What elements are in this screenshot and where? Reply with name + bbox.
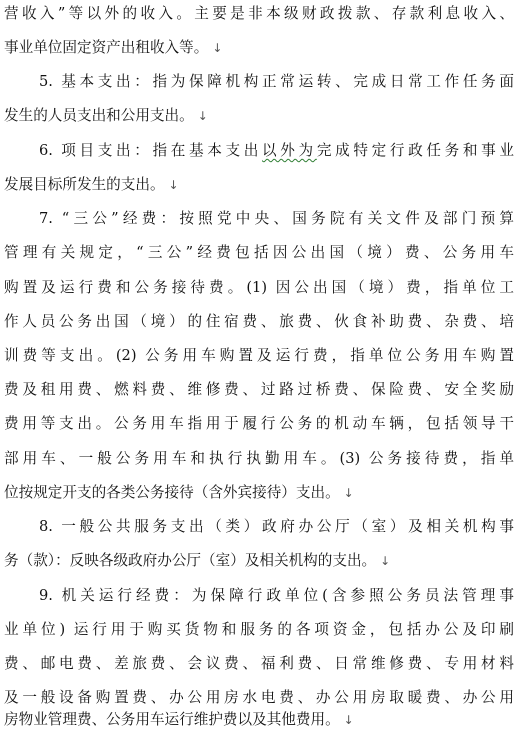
line-text: 购置及运行费和公务接待费。(1) 因公出国（境）费，指单位工 bbox=[4, 279, 514, 296]
line-text: 费用等支出。公务用车指用于履行公务的机动车辆，包括领导干 bbox=[4, 415, 514, 432]
line-text: 及一般设备购置费、办公用房水电费、办公用房取暖费、办公用 bbox=[4, 689, 514, 706]
line-text: 费及租用费、燃料费、维修费、过路过桥费、保险费、安全奖励 bbox=[4, 381, 514, 398]
paragraph-line bbox=[4, 372, 514, 408]
line-text: 事业单位固定资产出租收入等。 bbox=[4, 39, 209, 56]
paragraph-line bbox=[39, 133, 514, 169]
line-text: 发展目标所发生的支出。 bbox=[4, 176, 165, 193]
line-text: 训费等支出。(2) 公务用车购置及运行费，指单位公务用车购置 bbox=[4, 347, 514, 364]
paragraph-line bbox=[39, 509, 514, 545]
paragraph-line bbox=[4, 441, 514, 477]
paragraph-mark-icon: ↓ bbox=[343, 486, 354, 500]
paragraph-line bbox=[4, 0, 514, 32]
paragraph-line bbox=[39, 64, 514, 100]
line-text: 作人员公务出国（境）的住宿费、旅费、伙食补助费、杂费、培 bbox=[4, 313, 514, 330]
spellcheck-underline: 以外为 bbox=[262, 142, 317, 159]
line-text: 7. “三公”经费：按照党中央、国务院有关文件及部门预算 bbox=[39, 210, 514, 227]
line-text: 位按规定开支的各类公务接待（含外宾接待）支出。 bbox=[4, 484, 340, 501]
line-text: 业单位) 运行用于购买货物和服务的各项资金，包括办公及印刷 bbox=[4, 621, 514, 638]
paragraph-mark-icon: ↓ bbox=[212, 41, 223, 55]
line-text: 9. 机关运行经费：为保障行政单位(含参照公务员法管理事 bbox=[39, 587, 514, 604]
paragraph-line bbox=[4, 543, 514, 579]
paragraph-line bbox=[39, 578, 514, 614]
paragraph-line bbox=[4, 98, 514, 134]
line-text: 5. 基本支出：指为保障机构正常运转、完成日常工作任务面 bbox=[39, 73, 514, 90]
paragraph-line bbox=[4, 338, 514, 374]
paragraph-line bbox=[4, 235, 514, 271]
line-text: 管理有关规定，“三公”经费包括因公出国（境）费、公务用车 bbox=[4, 244, 514, 261]
paragraph-line bbox=[4, 475, 514, 511]
paragraph-mark-icon: ↓ bbox=[343, 713, 354, 727]
paragraph-line bbox=[4, 30, 514, 66]
line-text: 务（款）：反映各级政府办公厅（室）及相关机构的支出。 bbox=[4, 552, 377, 569]
line-text: 费、邮电费、差旅费、会议费、福利费、日常维修费、专用材料 bbox=[4, 655, 514, 672]
line-text: 营收入”等以外的收入。主要是非本级财政拨款、存款利息收入、 bbox=[4, 5, 514, 22]
line-text: 8. 一般公共服务支出（类）政府办公厅（室）及相关机构事 bbox=[39, 518, 514, 535]
paragraph-line bbox=[4, 167, 514, 203]
paragraph-line bbox=[4, 304, 514, 340]
paragraph-mark-icon: ↓ bbox=[168, 178, 179, 192]
paragraph-line bbox=[4, 612, 514, 648]
line-text: 发生的人员支出和公用支出。 bbox=[4, 107, 194, 124]
line-text: 房物业管理费、公务用车运行维护费以及其他费用。 bbox=[4, 711, 340, 728]
paragraph-line bbox=[4, 646, 514, 682]
paragraph-line bbox=[39, 201, 514, 237]
line-text: 部用车、一般公务用车和执行执勤用车。(3) 公务接待费，指单 bbox=[4, 450, 514, 467]
paragraph-line bbox=[4, 702, 514, 738]
paragraph-mark-icon: ↓ bbox=[380, 554, 391, 568]
paragraph-mark-icon: ↓ bbox=[197, 109, 208, 123]
line-text: 6. 项目支出：指在基本支出以外为完成特定行政任务和事业 bbox=[39, 142, 514, 159]
paragraph-line bbox=[4, 406, 514, 442]
paragraph-line bbox=[4, 270, 514, 306]
